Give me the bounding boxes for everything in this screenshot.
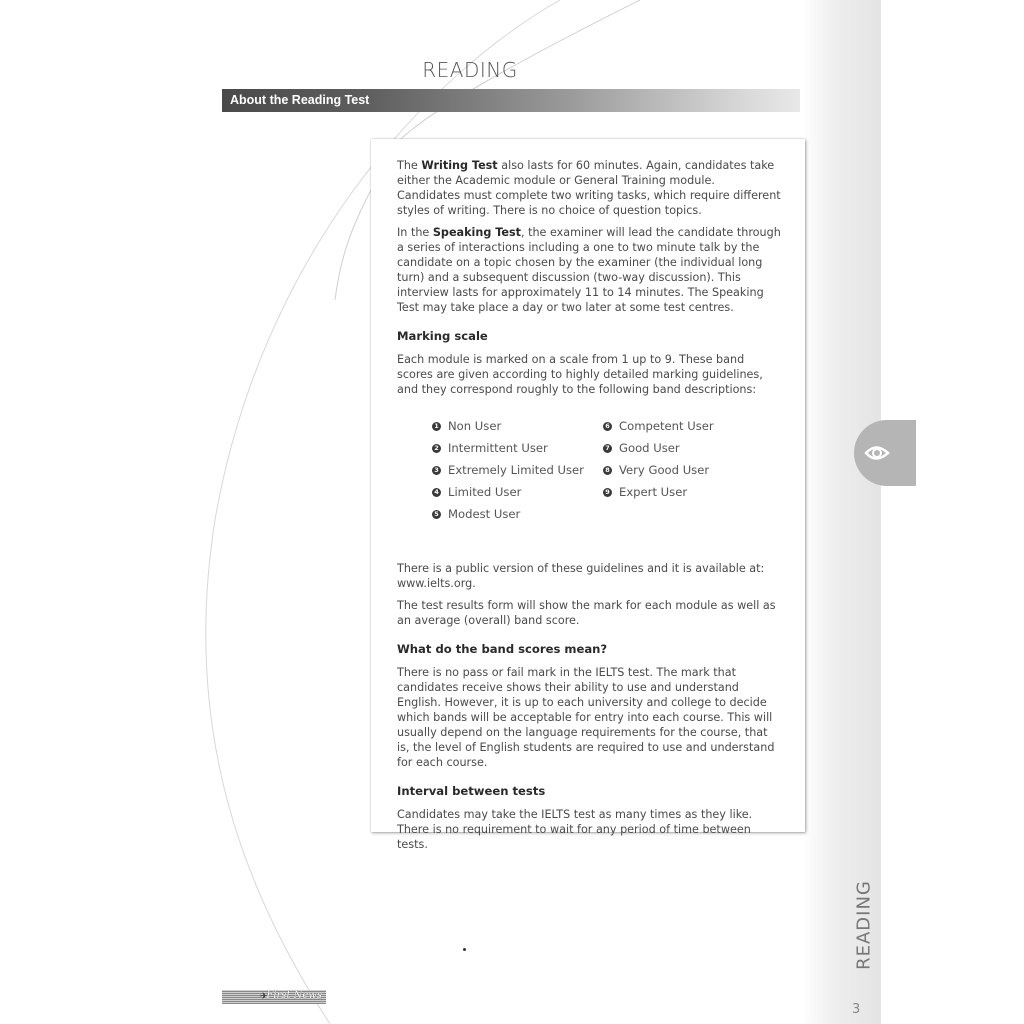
- band-number-badge: 2: [432, 444, 441, 453]
- band-scores-paragraph: There is no pass or fail mark in the IELTS test. The mark that candidates receive shows their ability to use and understand English. However, it is up to each university and college to decide which bands will be acceptable for entry into each course. This will usually depend on the language requirements for the course, that is, the level of English students are required to use and understand for each course.: [397, 666, 775, 769]
- band-item: 2 Intermittent User: [432, 437, 584, 459]
- band-number-badge: 3: [432, 466, 441, 475]
- band-descriptions: [397, 415, 781, 539]
- page-number: 3: [852, 1002, 861, 1017]
- band-item: 3 Extremely Limited User: [432, 459, 584, 481]
- band-item: 4 Limited User: [432, 481, 584, 503]
- band-number-badge: 7: [603, 444, 612, 453]
- card-body: [397, 158, 781, 859]
- band-scores-heading: What do the band scores mean?: [397, 642, 608, 656]
- decorative-dot: [463, 948, 466, 951]
- writing-test-paragraph: The Writing Test also lasts for 60 minutes. Again, candidates take either the Academic module or General Training module. Candidates must complete two writing tasks, which require different styles of writing. There is no choice of question topics.: [397, 159, 781, 217]
- band-column-left: [432, 415, 584, 525]
- marking-scale-paragraph: Each module is marked on a scale from 1 up to 9. These band scores are given according to highly detailed marking guidelines, and they correspond roughly to the following band descriptions:: [397, 353, 763, 396]
- band-number-badge: 8: [603, 466, 612, 475]
- band-item: 9 Expert User: [603, 481, 714, 503]
- marking-scale-heading: Marking scale: [397, 329, 488, 343]
- band-item: 8 Very Good User: [603, 459, 714, 481]
- side-tab: [854, 420, 916, 486]
- eye-icon: [854, 420, 916, 486]
- footer-logo: ✈ First News: [222, 990, 326, 1004]
- interval-heading: Interval between tests: [397, 784, 546, 798]
- section-header-bar: [222, 89, 800, 112]
- interval-paragraph: Candidates may take the IELTS test as many times as they like. There is no requirement to wait for any period of time between tests.: [397, 808, 753, 851]
- band-item: 7 Good User: [603, 437, 714, 459]
- results-form-paragraph: The test results form will show the mark for each module as well as an average (overall) band score.: [397, 599, 776, 627]
- page-title: READING: [422, 58, 518, 82]
- band-number-badge: 9: [603, 488, 612, 497]
- band-number-badge: 5: [432, 510, 441, 519]
- band-number-badge: 4: [432, 488, 441, 497]
- band-column-right: [603, 415, 714, 503]
- band-item: 1 Non User: [432, 415, 584, 437]
- band-item: 6 Competent User: [603, 415, 714, 437]
- section-header-label: About the Reading Test: [230, 93, 370, 107]
- band-number-badge: 1: [432, 422, 441, 431]
- content-card: [371, 139, 805, 851]
- writing-test-bold: Writing Test: [421, 159, 498, 172]
- bird-icon: ✈: [260, 992, 268, 1002]
- band-number-badge: 6: [603, 422, 612, 431]
- vertical-section-label: READING: [853, 880, 875, 970]
- speaking-test-bold: Speaking Test: [432, 226, 521, 239]
- speaking-test-paragraph: In the Speaking Test, the examiner will lead the candidate through a series of interactions including a one to two minute talk by the candidate on a topic chosen by the examiner (the individual long turn) and a subsequent discussion (two-way discussion). This interview lasts for approximately 11 to 14 minutes. The Speaking Test may take place a day or two later at some test centres.: [397, 226, 781, 314]
- band-item: 5 Modest User: [432, 503, 584, 525]
- public-version-paragraph: There is a public version of these guidelines and it is available at: www.ielts.org.: [397, 562, 765, 590]
